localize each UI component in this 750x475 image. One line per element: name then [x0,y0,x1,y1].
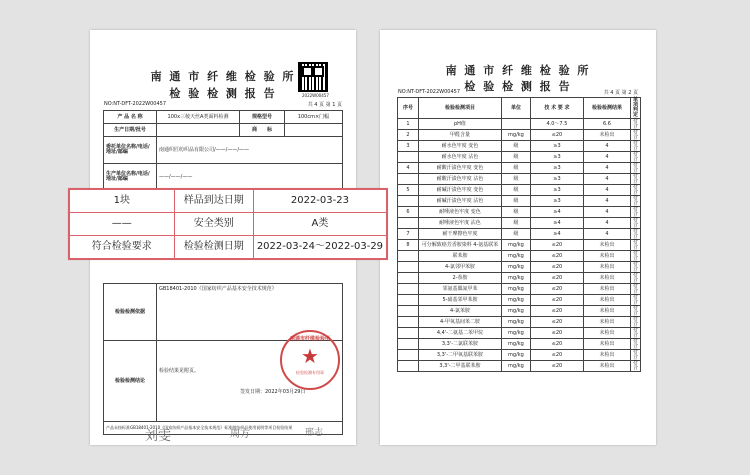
table-row: 3,3'-二甲氧基联苯胺 mg/kg ≤20 未检出 符合 [398,350,641,361]
overlay-table [69,189,387,259]
test-results-table [397,97,641,372]
highlight-overlay-panel [68,188,388,260]
table-row: 4,4'-二氨基二苯甲烷 mg/kg ≤20 未检出 符合 [398,328,641,339]
table-row: 3,3'-二甲基联苯胺 mg/kg ≤20 未检出 符合 [398,361,641,372]
table-row: 产 品 名 称 100x三棱天丝A类面料检测 规格型号 100cm×门幅 [104,111,343,124]
table-row: 检验检测结论 检验结果见附页。 [104,341,343,422]
table-row: 联苯胺 mg/kg ≤20 未检出 符合 [398,251,641,262]
table-row: 产品未按标准GB18401-2010《国家纺织产品基本安全技术规范》标准做纺织品使用说明等项目检验结果 [104,422,343,435]
table-row: 4-氯邻甲苯胺 mg/kg ≤20 未检出 符合 [398,262,641,273]
table-row: 6 耐唾液色牢度 变色 级 ≥4 4 符合 [398,207,641,218]
table-row: 4-氯苯胺 mg/kg ≤20 未检出 符合 [398,306,641,317]
official-seal [280,330,340,390]
table-row: 耐酸汗渍色牢度 沾色 级 ≥3 4 符合 [398,174,641,185]
qr-caption: 2022W00457 [302,93,329,98]
issue-date: 签发日期：2022年03月29日 [240,389,306,395]
signature-1: 刘雯 [145,429,172,444]
institute-title: 南 通 市 纤 维 检 验 所 [150,70,296,83]
institute-title-2: 南 通 市 纤 维 检 验 所 [445,64,591,77]
report-page-2 [380,30,656,445]
overlay-row: 符合检验要求 检验检测日期 2022-03-24～2022-03-29 [70,236,387,259]
table-row: 3 耐水色牢度 变色 级 ≥3 4 符合 [398,141,641,152]
table-row: 邻氨基偶氮甲苯 mg/kg ≤20 未检出 符合 [398,284,641,295]
table-row: 耐唾液色牢度 沾色 级 ≥4 4 符合 [398,218,641,229]
table-row: 3,3'-二氯联苯胺 mg/kg ≤20 未检出 符合 [398,339,641,350]
table-row: 7 耐干摩擦色牢度 级 ≥4 4 符合 [398,229,641,240]
table-row: 2-萘胺 mg/kg ≤20 未检出 符合 [398,273,641,284]
table-row: 耐碱汗渍色牢度 沾色 级 ≥3 4 符合 [398,196,641,207]
report-number: NO:NT-DFT-2022W00457 [104,101,167,107]
table-header-row: 序号 检验检测项目 单位 技 术 要 求 检验检测结果 单项判定 [398,98,641,119]
page-info-2: 共 4 页 第 2 页 [603,90,638,96]
report-number-2: NO:NT-DFT-2022W00457 [398,89,461,95]
table-row: 生产单位名称/电话/地址/邮编 ——/——/—— [104,164,343,191]
overlay-row: 1块 样品到达日期 2022-03-23 [70,190,387,213]
signature-2: 周方 [230,429,250,440]
table-row: 4 耐酸汗渍色牢度 变色 级 ≥3 4 符合 [398,163,641,174]
table-row: 委托单位名称/电话/地址/邮编 南通织匠纺织品有限公司/——/——/—— [104,137,343,164]
table-row: 检验检测依据 GB18401-2010《国家纺织产品基本安全技术规范》 [104,284,343,341]
report-title: 检 验 检 测 报 告 [169,87,277,100]
table-row: 4-甲氧基间苯二胺 mg/kg ≤20 未检出 符合 [398,317,641,328]
table-row: 5 耐碱汗渍色牢度 变色 级 ≥3 4 符合 [398,185,641,196]
signature-3: 邢志 [305,428,324,438]
star-icon: ★ [301,344,319,368]
seal-ring-text: 南通市纤维检验所 [289,336,330,342]
sample-info-table [103,110,343,191]
table-row: 5-硝基邻甲苯胺 mg/kg ≤20 未检出 符合 [398,295,641,306]
table-row: 8 可分解致癌芳香胺染料 4-氨基联苯 mg/kg ≤20 未检出 符合 [398,240,641,251]
seal-caption: 检验检测专用章 [296,370,324,375]
overlay-row: —— 安全类别 A类 [70,213,387,236]
qr-code-icon [300,64,326,90]
report-title-2: 检 验 检 测 报 告 [464,80,572,93]
table-row: 生产日期/批号 商 标 [104,124,343,137]
table-row: 1 pH值 4.0～7.5 6.6 符合 [398,119,641,130]
page-info: 共 4 页 第 1 页 [307,102,342,108]
table-row: 耐水色牢度 沾色 级 ≥3 4 符合 [398,152,641,163]
table-row: 2 甲醛含量 mg/kg ≤20 未检出 符合 [398,130,641,141]
